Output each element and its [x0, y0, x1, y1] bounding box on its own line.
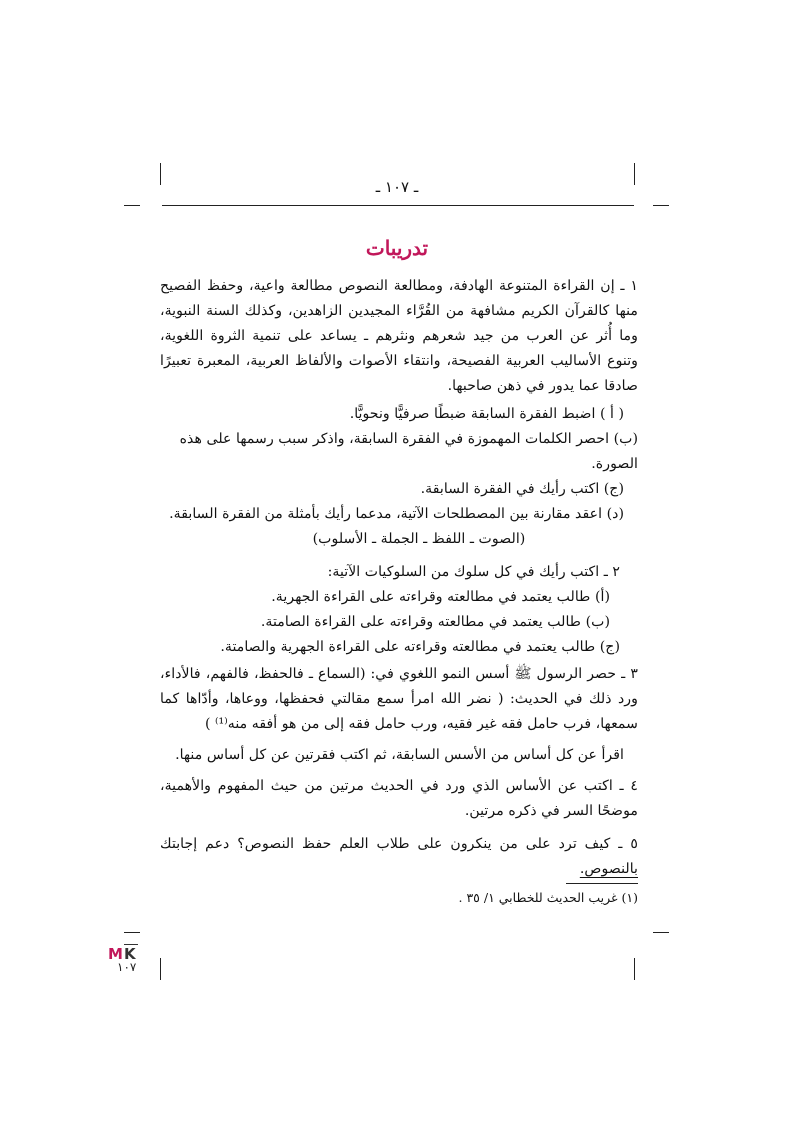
crop-mark-left-tick	[124, 205, 140, 206]
exercise-1-item-c: (ج) اكتب رأيك في الفقرة السابقة.	[420, 481, 624, 497]
watermark-m: M	[108, 945, 124, 963]
footnote-rule	[566, 883, 638, 884]
exercise-2-item-c: (ج) طالب يعتمد في مطالعته وقراءته على القراءة الجهرية والصامتة.	[220, 639, 620, 655]
exercise-2-text: ٢ ـ اكتب رأيك في كل سلوك من السلوكيات الآتية:	[327, 564, 620, 580]
section-title: تدريبات	[365, 236, 429, 260]
exercise-1-item-a: ( أ ) اضبط الفقرة السابقة ضبطًا صرفيًّا ونحويًّا.	[349, 406, 624, 422]
document-body	[160, 274, 638, 908]
page-number: ـ ١٠٧ ـ	[375, 178, 419, 196]
crop-mark-bottom-right-tick	[653, 932, 669, 933]
exercise-3-instruction: اقرأ عن كل أساس من الأسس السابقة، ثم اكتب فقرتين عن كل أساس منها.	[175, 747, 624, 763]
exercise-5-text: ٥ ـ كيف ترد على من ينكرون على طلاب العلم حفظ النصوص؟ دعم إجابتك	[160, 836, 638, 852]
exercise-4-text: ٤ ـ اكتب عن الأساس الذي ورد في الحديث مرتين من حيث المفهوم والأهمية، موضحًا السر في ذكره مرتين.	[160, 778, 638, 819]
crop-mark-bottom-left	[160, 958, 161, 980]
header-rule	[162, 205, 634, 206]
exercise-5-tail	[160, 857, 638, 882]
watermark-page-number: ١٠٧	[117, 960, 137, 974]
footnote: (١) غريب الحديث للخطابي ١/ ٣٥ .	[458, 890, 638, 905]
exercise-3-text: ٣ ـ حصر الرسول ﷺ أسس النمو اللغوي في: (السماع ـ فالحفظ، فالفهم، فالأداء، ورد ذلك في الحديث: ( نضر الله امرأ سمع مقالتي فحفظها، ووعاها، وأدّاها كما سمعها، فرب حامل فقه غير فقيه، ورب حامل فقه إلى من هو أفقه منه⁽¹⁾ )	[160, 666, 638, 732]
exercise-1-item-d: (د) اعقد مقارنة بين المصطلحات الآتية، مدعما رأيك بأمثلة من الفقرة السابقة.	[169, 506, 624, 522]
exercise-1-item-b: (ب) احصر الكلمات المهموزة في الفقرة السابقة، واذكر سبب رسمها على هذه الصورة.	[179, 431, 638, 472]
watermark-k: K	[123, 945, 137, 963]
exercise-1-text: ١ ـ إن القراءة المتنوعة الهادفة، ومطالعة النصوص مطالعة واعية، وحفظ الفصيح منها كالقرآن الكريم مشافهة من القُرَّاء المجيدين الزاهدين، وكذلك السنة النبوية، وما أُثر عن العرب من جيد شعرهم ونثرهم ـ يساعد على تنمية الثروة اللغوية، وتنوع الأساليب العربية الفصيحة، وانتقاء الأصوات والألفاظ العربية، المعبرة تعبيرًا صادقا عما يدور في ذهن صاحبها.	[160, 278, 638, 394]
exercise-5-tail-text: بالنصوص.	[579, 861, 638, 877]
exercise-2-item-b: (ب) طالب يعتمد في مطالعته وقراءته على القراءة الصامتة.	[260, 614, 610, 630]
crop-mark-bottom-left-tick	[124, 932, 140, 933]
crop-mark-bottom-right	[634, 958, 635, 980]
exercise-2-item-a: (أ) طالب يعتمد في مطالعته وقراءته على القراءة الجهرية.	[271, 589, 610, 605]
exercise-1-terms: (الصوت ـ اللفظ ـ الجملة ـ الأسلوب)	[312, 531, 526, 547]
crop-mark-right-tick	[653, 205, 669, 206]
